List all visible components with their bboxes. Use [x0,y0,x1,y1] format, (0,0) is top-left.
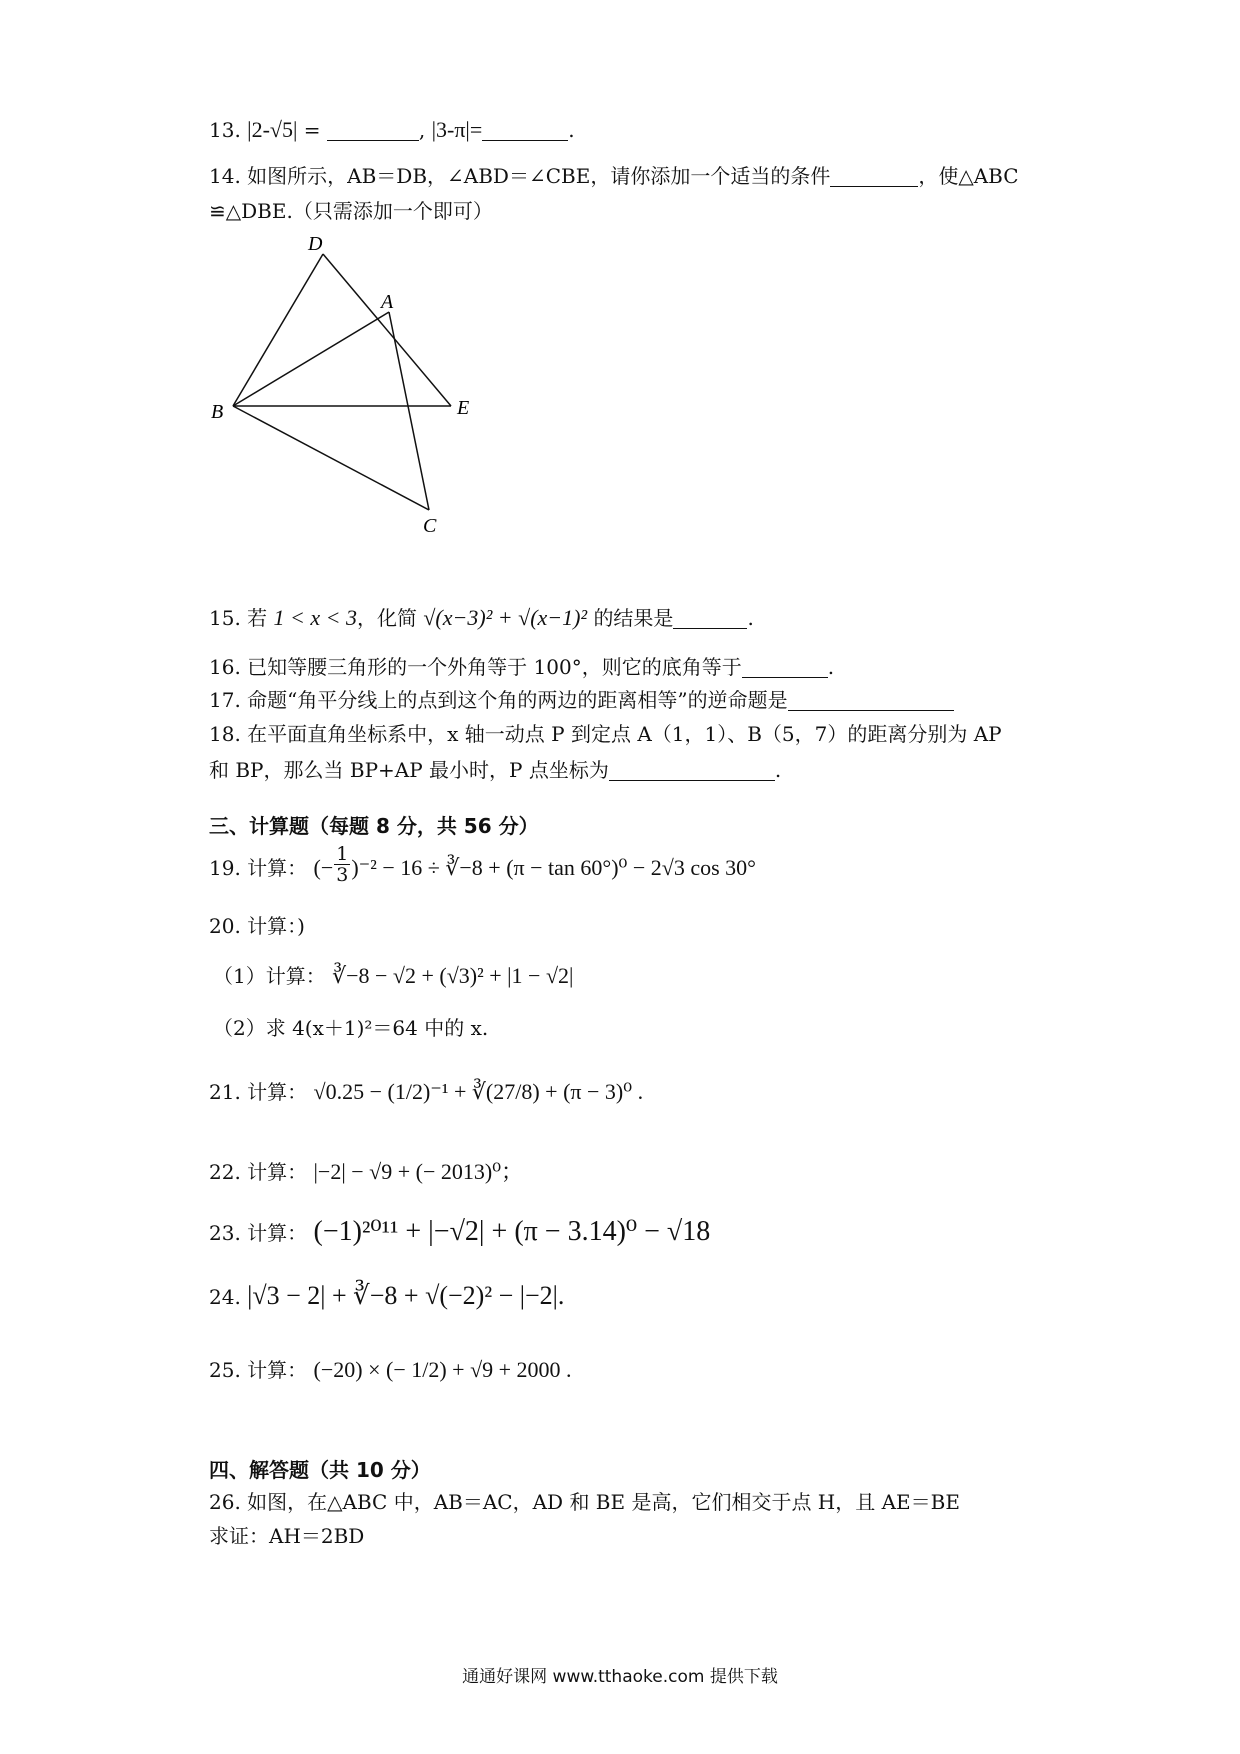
q13-blank-2[interactable] [482,120,568,141]
q25-expr: (−20) × (− 1/2) + √9 + 2000 . [313,1357,572,1382]
q14-line1-end: ，使△ABC [918,164,1019,188]
question-14-line2: ≌△DBE.（只需添加一个即可） [209,199,493,223]
q15-end: . [747,606,754,630]
q25-label: 25. 计算： [209,1358,308,1382]
question-20-sub1 [213,962,573,990]
q13-blank-1[interactable] [327,120,419,141]
question-20: 20. 计算：) [209,914,305,938]
segment-BC [233,406,429,510]
q22-label: 22. 计算： [209,1160,308,1184]
q19-frac-den: 3 [336,864,349,886]
question-23 [209,1218,710,1247]
label-C: C [423,515,437,537]
q19-fraction [334,844,350,885]
segment-BA [233,312,389,406]
q19-label: 19. 计算： [209,856,308,880]
q24-label: 24. [209,1285,241,1309]
q13-expr2: |3-π|= [431,117,483,142]
label-A: A [381,291,394,313]
q15-number: 15. 若 [209,606,268,630]
q13-end: . [568,118,575,142]
question-17 [209,686,954,714]
page-footer: 通通好课网 www.tthaoke.com 提供下载 [462,1667,778,1687]
section-3-title: 三、计算题（每题 8 分，共 56 分） [209,814,539,838]
segment-BD [233,254,323,406]
q23-label: 23. 计算： [209,1221,308,1245]
triangle-figure [205,233,470,538]
question-20-sub2: （2）求 4(x＋1)²＝64 中的 x. [213,1016,489,1040]
q18-end: . [774,758,782,782]
question-14-line1 [209,162,1019,190]
question-25 [209,1356,572,1384]
q22-expr: |−2| − √9 + (− 2013)⁰； [313,1159,524,1184]
q18-text: 和 BP，那么当 BP+AP 最小时，P 点坐标为 [209,758,609,782]
q16-blank[interactable] [742,657,828,678]
q18-blank[interactable] [609,760,775,781]
q20-sub1-label: （1）计算： [213,964,326,988]
question-16 [209,653,834,681]
question-19 [209,843,756,886]
q16-text: 16. 已知等腰三角形的一个外角等于 100°，则它的底角等于 [209,655,742,679]
q14-text: 14. 如图所示，AB＝DB，∠ABD＝∠CBE，请你添加一个适当的条件 [209,164,831,188]
question-18-line2 [209,756,781,784]
question-21 [209,1078,643,1106]
q19-expr-a: (− [313,855,334,880]
segment-AC [389,312,429,510]
segment-DE [323,254,451,406]
q21-label: 21. 计算： [209,1080,308,1104]
q19-expr-b: )⁻² − 16 ÷ ∛−8 + (π − tan 60°)⁰ − 2√3 cos 30° [351,855,756,880]
label-B: B [211,401,224,423]
question-22 [209,1158,523,1186]
question-15 [209,604,754,632]
q13-eq: = [303,118,321,142]
question-26-line1: 26. 如图，在△ABC 中，AB＝AC，AD 和 BE 是高，它们相交于点 H，且 AE＝BE [209,1490,960,1514]
q16-end: . [827,655,835,679]
section-4-title: 四、解答题（共 10 分） [209,1458,431,1482]
q13-number: 13. [209,118,241,142]
q15-condition: 1 < x < 3 [273,605,357,630]
q15-expression: √(x−3)² + √(x−1)² [423,605,588,630]
q14-blank[interactable] [830,166,918,187]
question-18-line1: 18. 在平面直角坐标系中，x 轴一动点 P 到定点 A（1，1）、B（5，7）的距离分别为 AP [209,722,1002,746]
question-26-line2: 求证：AH＝2BD [209,1524,365,1548]
q20-sub1-expr: ∛−8 − √2 + (√3)² + |1 − √2| [332,963,574,988]
q19-frac-num: 1 [336,843,349,865]
q23-expr: (−1)²⁰¹¹ + |−√2| + (π − 3.14)⁰ − √18 [313,1216,711,1247]
q15-mid: ，化简 [357,606,417,630]
label-E: E [457,397,470,419]
label-D: D [308,233,323,255]
q13-expr1: |2-√5| [247,117,298,142]
q21-expr: √0.25 − (1/2)⁻¹ + ∛(27/8) + (π − 3)⁰ . [313,1079,644,1104]
question-24 [209,1282,564,1311]
q15-tail: 的结果是 [593,606,674,630]
q13-sep: , [418,118,426,142]
question-13 [209,116,575,144]
q17-blank[interactable] [788,690,954,711]
q17-text: 17. 命题“角平分线上的点到这个角的两边的距离相等”的逆命题是 [209,688,788,712]
q15-blank[interactable] [673,608,747,629]
q24-expr: |√3 − 2| + ∛−8 + √(−2)² − |−2|. [247,1281,565,1310]
